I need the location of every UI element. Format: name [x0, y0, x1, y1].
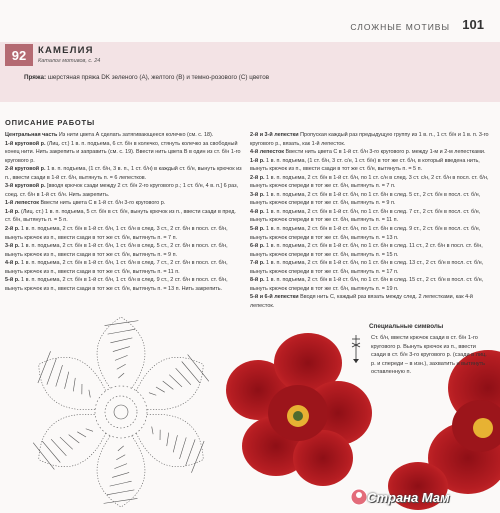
crochet-chart-diagram	[5, 300, 237, 512]
round-ring	[95, 386, 147, 438]
chart-stitch-mark	[108, 329, 136, 334]
instruction-paragraph	[250, 191, 492, 208]
instruction-lead: 5-й р.	[250, 226, 265, 233]
instruction-text: 1 в. п. подъема, 2 ст. б/н в 1-й ст. б/н, по 1 ст. б/н в след. 11 ст., 2 ст. б/н в посл. ст. б/н, вынуть крючок спереди в тот же ст. б/н, вытянуть п. = 15 п.	[250, 243, 483, 258]
instruction-text: Из нити цвета А сделать затягивающееся колечко (см. с. 18).	[57, 132, 214, 138]
instruction-text: 1 в. п. подъема, 2 ст. б/н в 1-й ст. б/н, 1 ст. б/н в след. 7 ст., 2 ст. б/н в посл. ст. б/н, вынуть крючок из п., ввести сзади в тот же ст. б/н, вытянуть п. = 11 п.	[5, 260, 228, 275]
chart-stitch-mark	[105, 321, 139, 326]
chart-stitch-mark	[191, 441, 204, 473]
chart-stitch-mark	[163, 381, 174, 389]
instruction-lead: 3-й круговой р.	[5, 183, 46, 190]
chart-stitch-mark	[51, 439, 66, 456]
chart-stitch-mark	[176, 368, 191, 385]
chart-stitch-mark	[115, 355, 128, 360]
instruction-paragraph	[250, 242, 492, 259]
chart-stitch-mark	[186, 439, 196, 465]
chart-stitch-mark	[169, 375, 182, 387]
instruction-text: Ввести нить цвета С в 1-й ст. б/н 3-го кругового р. между 1-м и 2-м лепестками.	[284, 149, 486, 156]
instruction-text: 1 в. п. подъема, 2 ст. б/н в 1-й ст. б/н, по 1 ст. б/н в след. 15 ст., 2 ст. б/н в посл. ст. б/н, вынуть крючок спереди в тот же ст. б/н, вытянуть п. = 19 п.	[250, 277, 484, 292]
pattern-title: КАМЕЛИЯ	[38, 45, 94, 56]
instructions-right-column	[250, 131, 492, 310]
instruction-text: 1 в. п. подъема, 2 ст. б/н в 1-й ст. б/н, по 1 ст. с/н в след. 3 ст. с/н, 2 ст. б/н в посл. ст. б/н, вынуть крючок спереди в тот же ст. б/н, вытянуть п. = 7 п.	[250, 174, 489, 190]
instruction-paragraph	[5, 182, 243, 199]
instruction-lead: 4-й р.	[250, 208, 265, 215]
chart-stitch-mark	[89, 390, 90, 398]
instruction-paragraph	[250, 276, 492, 293]
chart-stitch-mark	[110, 481, 132, 486]
page-number: 101	[462, 17, 484, 32]
instruction-text: 1 в. п. подъема, 2 ст. б/н в 1-й ст. б/н, по 1 ст. б/н в след. 5 ст., 2 ст. б/н в посл. ст. б/н, вынуть крючок спереди в тот же ст. б/н, вытянуть п. = 9 п.	[250, 191, 481, 207]
watermark: Страна Мам	[367, 490, 450, 505]
instruction-text: 1 в. п. подъема, 2 ст. б/н в 1-й ст. б/н, по 1 ст. б/н в след. 7 ст., 2 ст. б/н в посл. ст. б/н, вынуть крючок спереди в тот же ст. б/н, вытянуть п. = 11 п.	[250, 208, 481, 224]
instruction-lead: 8-й р.	[250, 277, 265, 284]
instruction-paragraph	[5, 165, 243, 182]
chart-stitch-mark	[73, 378, 75, 391]
watermark-logo-icon	[350, 488, 368, 506]
instruction-lead: 2-й и 3-й лепестки	[250, 132, 299, 138]
yarn-text: шерстяная пряжа DK зеленого (А), желтого (В) и темно-розового (С) цветов	[47, 74, 270, 81]
chart-stitch-mark	[180, 437, 187, 458]
instruction-text: 1 в. п. подъема, 2 ст. б/н в 1-й ст. б/н, по 1 ст. б/н в след. 9 ст., 2 ст. б/н в посл. ст. б/н, вынуть крючок спереди в тот же ст. б/н, вытянуть п. = 13 п.	[250, 226, 481, 241]
instruction-paragraph	[250, 208, 492, 225]
instruction-paragraph	[5, 208, 243, 225]
chart-petal-outline	[136, 414, 203, 466]
chart-stitch-mark	[38, 351, 51, 383]
legend-title: Специальные символы	[369, 323, 444, 330]
instructions-left-column	[5, 131, 243, 293]
legend-text: Ст. б/н, ввести крючок сзади в ст. б/н 1-го кругового р. Вынуть крючок из п., ввести сзади в ст. б/н 3-го кругового р. (сзади в лиц. р. и спереди – в изн.), захватить и вытянуть оставленную п.	[371, 335, 487, 376]
chart-stitch-mark	[104, 498, 138, 503]
instruction-text: Вводя нить С, каждый раз вязать между след. 2 лепестками, как 4-й лепесток.	[250, 294, 473, 309]
instruction-text: [вводя крючок сзади между 2 ст. б/н 2-го кругового р.; 1 ст. б/н, 4 в. п.] 6 раз, соед. ст. б/н в 1-й ст. б/н. Нить закрепить.	[5, 183, 239, 198]
instruction-text: 1 в. п. подъема, 2 ст. б/н в 1-й ст. б/н, 1 ст. б/н в след. 3 ст., 2 ст. б/н в посл. ст. б/н, вынуть крючок из п., ввести сзади в тот же ст. б/н, вытянуть п. = 7 п.	[5, 226, 228, 241]
chart-stitch-mark	[152, 427, 153, 435]
chart-petal-outline	[97, 436, 145, 507]
chart-stitch-mark	[56, 365, 63, 386]
special-stitch-symbol-icon	[349, 333, 363, 373]
chart-stitch-mark	[182, 361, 200, 382]
chart-stitch-mark	[77, 432, 86, 437]
instruction-text: 1 в. п. подъема, 2 ст. б/н в 1-й ст. б/н, 1 ст. б/н в след. 5 ст., 2 ст. б/н в посл. ст. б/н, вынуть крючок из п., ввести сзади в тот же ст. б/н, вытянуть п. = 9 п.	[5, 243, 228, 258]
chart-petal-outline	[136, 357, 203, 409]
chart-stitch-mark	[47, 358, 57, 384]
instruction-paragraph	[5, 242, 243, 259]
instruction-text: 1 в. п. подъема, (1 ст. б/н, 3 ст. с/н, 1 ст. б/н) в тот же ст. б/н, в который введена нить, вынуть крючок из п., ввести сзади в тот же ст. б/н, вытянуть п. = 5 п.	[250, 157, 480, 173]
chart-stitch-mark	[117, 364, 126, 369]
instruction-lead: 3-й р.	[250, 191, 265, 198]
chart-stitch-mark	[173, 435, 177, 452]
section-title: ОПИСАНИЕ РАБОТЫ	[5, 118, 96, 127]
catalog-reference: Каталог мотивов, с. 24	[38, 58, 101, 64]
instruction-text: Ввести нить цвета С в 1-й ст. б/н 3-го кругового р.	[39, 200, 166, 207]
instruction-text: 1 в. п. подъема, 2 ст. б/н в 1-й ст. б/н, 1 ст. б/н в след. 9 ст., 2 ст. б/н в посл. ст. б/н, вынуть крючок из п., ввести сзади в тот же ст. б/н, вытянуть п. = 13 п. Нить закрепить.	[5, 277, 228, 292]
chart-stitch-mark	[167, 433, 169, 446]
chart-stitch-mark	[42, 441, 60, 462]
instruction-paragraph	[250, 148, 492, 157]
chart-stitch-mark	[149, 393, 156, 396]
chart-stitch-mark	[188, 355, 209, 382]
chart-petal-outline	[97, 317, 145, 388]
instruction-lead: 1-й лепесток	[5, 200, 39, 207]
instruction-lead: 6-й р.	[250, 243, 265, 250]
instruction-paragraph	[250, 174, 492, 191]
instruction-lead: 4-й р.	[5, 260, 20, 267]
instruction-lead: 4-й лепесток	[250, 149, 284, 156]
instruction-lead: 2-й р.	[250, 174, 265, 181]
pattern-number-badge: 92	[5, 44, 33, 66]
chart-stitch-mark	[33, 443, 54, 470]
chart-stitch-mark	[114, 464, 127, 469]
chart-stitch-mark	[156, 387, 165, 392]
instruction-paragraph	[5, 225, 243, 242]
instruction-paragraph	[250, 293, 492, 310]
chart-petal-outline	[39, 357, 106, 409]
instruction-lead: 2-й р.	[5, 226, 20, 233]
instruction-text: 1 в. п. подъема, 2 ст. б/н в 1-й ст. б/н, по 1 ст. б/н в след. 13 ст., 2 ст. б/н в посл. ст. б/н, вынуть крючок спереди в тот же ст. б/н, вытянуть п. = 17 п.	[250, 260, 484, 275]
chart-stitch-mark	[60, 437, 73, 449]
instruction-lead: Центральная часть	[5, 132, 58, 138]
instruction-lead: 1-й р.	[5, 208, 20, 215]
yarn-label: Пряжа:	[24, 74, 47, 81]
instruction-lead: 5-й р.	[5, 277, 20, 284]
instruction-lead: 1-й круговой р.	[5, 140, 46, 147]
instruction-paragraph	[250, 225, 492, 242]
chart-stitch-mark	[118, 446, 124, 451]
instruction-paragraph	[5, 259, 243, 276]
instruction-lead: 2-й круговой р.	[5, 166, 46, 173]
round-ring	[105, 396, 137, 428]
instruction-lead: 1-й р.	[250, 157, 265, 164]
instruction-paragraph	[5, 276, 243, 293]
chart-stitch-mark	[113, 347, 130, 352]
center-ring	[114, 405, 128, 419]
instruction-lead: 5-й и 6-й лепестки	[250, 294, 299, 301]
chart-petal-outline	[39, 414, 106, 466]
chart-stitch-mark	[65, 372, 69, 389]
instruction-text: (Лиц. ст.) 1 в. п. подъема, 6 ст. б/н в колечко, стянуть колечко за свободный конец нити. Нить закрепить и заправить (см. с. 19). Ввести нить цвета В в один из ст. б/н 1-го кругового р.	[5, 140, 241, 164]
instruction-paragraph	[250, 259, 492, 276]
running-head: СЛОЖНЫЕ МОТИВЫ	[350, 22, 450, 32]
instruction-paragraph	[250, 157, 492, 174]
chart-stitch-mark	[110, 338, 132, 343]
yarn-line	[24, 74, 484, 81]
instruction-lead: 7-й р.	[250, 260, 265, 267]
instruction-text: (Лиц. ст.) 1 в. п. подъема, 5 ст. б/н в ст. б/н, вынуть крючок из п., ввести сзади в пред. ст. б/н, вытянуть п. = 5 п.	[5, 208, 236, 224]
instruction-text: 1 в. п. подъема, (1 ст. б/н, 3 в. п., 1 ст. б/н) в каждый ст. б/н, вынуть крючок из п., ввести сзади в 1-й ст. б/н, вытянуть п. = 6 лепестков.	[5, 166, 242, 181]
instruction-paragraph	[5, 199, 243, 208]
instruction-paragraph	[250, 131, 492, 148]
chart-stitch-mark	[69, 435, 80, 443]
chart-stitch-mark	[107, 490, 135, 495]
chart-stitch-mark	[86, 429, 93, 432]
instruction-text: Пропуская каждый раз предыдущую группу из 1 в. п., 1 ст. б/н и 1 в. п. 3-го кругового р., вязать, как 1-й лепесток.	[250, 132, 489, 147]
chart-stitch-mark	[118, 373, 124, 378]
instruction-paragraph	[5, 140, 243, 166]
instruction-paragraph	[5, 131, 243, 140]
chart-stitch-mark	[112, 472, 129, 477]
instruction-lead: 3-й р.	[5, 243, 20, 250]
chart-stitch-mark	[116, 455, 125, 460]
